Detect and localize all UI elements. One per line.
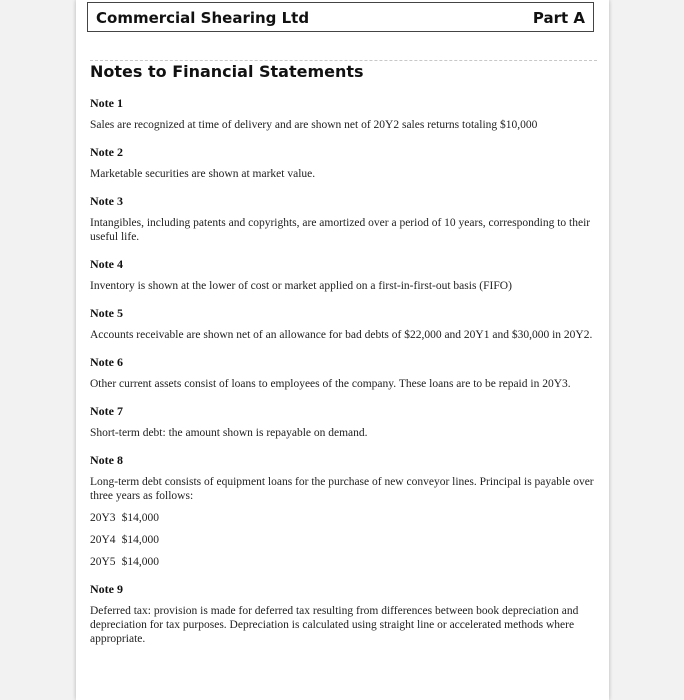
note-heading: Note 3: [90, 194, 123, 208]
repayment-year: 20Y3: [90, 512, 116, 524]
note-heading: Note 4: [90, 257, 123, 271]
note-heading: Note 9: [90, 582, 123, 596]
note-6: [90, 355, 595, 391]
notes-list: [90, 96, 595, 659]
company-name: Commercial Shearing Ltd: [96, 9, 310, 27]
note-5: [90, 306, 595, 342]
note-7: [90, 404, 595, 440]
repayment-row: [90, 511, 595, 525]
note-9: [90, 582, 595, 646]
page-header: [87, 2, 594, 32]
note-text: Deferred tax: provision is made for deferred tax resulting from differences between book depreciation and depreciation for tax purposes. Depreciation is calculated using straight line or accelerated methods where appropriate.: [90, 605, 579, 645]
note-heading: Note 7: [90, 404, 123, 418]
note-heading: Note 1: [90, 96, 123, 110]
repayment-year: 20Y5: [90, 556, 116, 568]
repayment-amount: $14,000: [121, 534, 159, 546]
note-8: [90, 453, 595, 569]
repayment-amount: $14,000: [121, 556, 159, 568]
repayment-row: [90, 555, 595, 569]
note-text: Intangibles, including patents and copyrights, are amortized over a period of 10 years, corresponding to their useful life.: [90, 217, 591, 243]
note-3: [90, 194, 595, 244]
note-4: [90, 257, 595, 293]
part-label: Part A: [532, 9, 585, 27]
repayment-year: 20Y4: [90, 534, 116, 546]
repayment-amount: $14,000: [121, 512, 159, 524]
note-text: Marketable securities are shown at market value.: [90, 168, 316, 180]
note-text: Short-term debt: the amount shown is repayable on demand.: [90, 427, 368, 439]
note-1: [90, 96, 595, 132]
note-text: Accounts receivable are shown net of an allowance for bad debts of $22,000 and 20Y1 and $30,000 in 20Y2.: [90, 329, 593, 341]
document-page: [76, 0, 609, 700]
note-text: Inventory is shown at the lower of cost or market applied on a first-in-first-out basis (FIFO): [90, 280, 512, 292]
note-text: Other current assets consist of loans to employees of the company. These loans are to be repaid in 20Y3.: [90, 378, 571, 390]
note-heading: Note 2: [90, 145, 123, 159]
note-2: [90, 145, 595, 181]
note-text: Long-term debt consists of equipment loans for the purchase of new conveyor lines. Principal is payable over three years as follows:: [90, 476, 594, 502]
note-heading: Note 8: [90, 453, 123, 467]
note-text: Sales are recognized at time of delivery and are shown net of 20Y2 sales returns totaling $10,000: [90, 119, 538, 131]
note-heading: Note 6: [90, 355, 123, 369]
note-heading: Note 5: [90, 306, 123, 320]
page-title: Notes to Financial Statements: [90, 62, 364, 81]
repayment-row: [90, 533, 595, 547]
title-divider: [90, 60, 597, 61]
